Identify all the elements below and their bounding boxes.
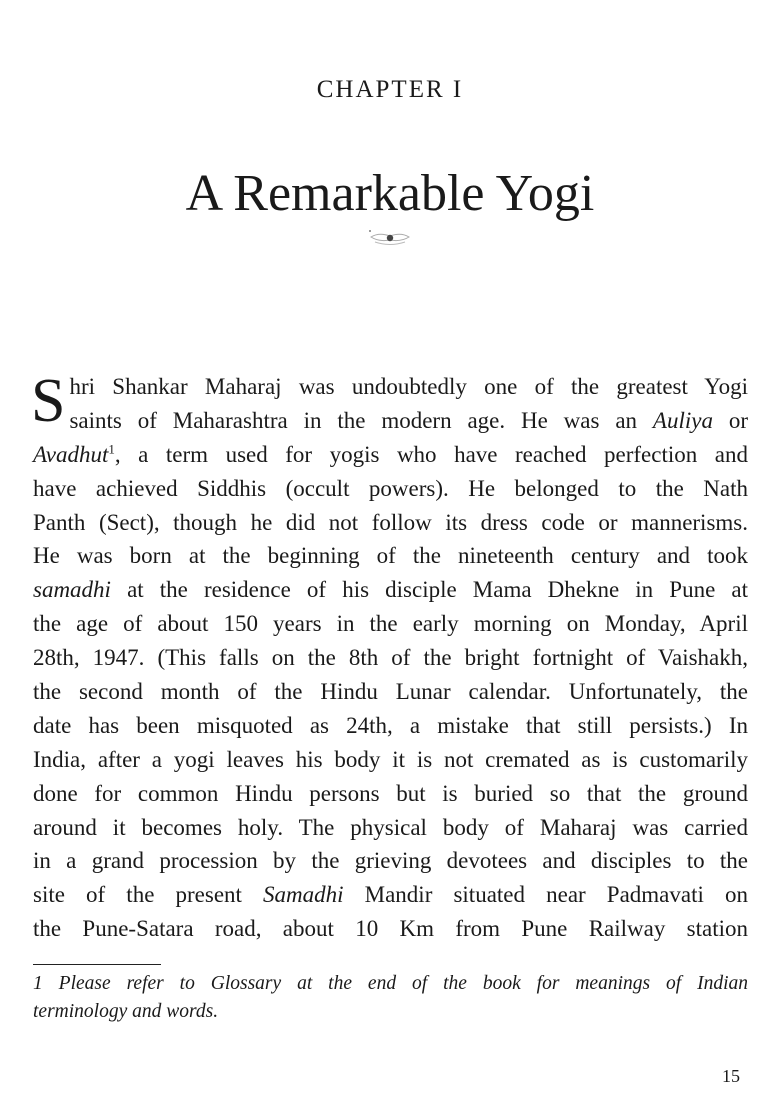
footnote-ref: 1 (108, 441, 115, 457)
text-segment: , a term used for yogis who have reached perfection and (114, 441, 748, 467)
footnote (33, 970, 748, 1026)
page-number: 15 (722, 1066, 740, 1086)
text-line (33, 472, 748, 506)
text-line (33, 438, 748, 472)
text-segment: done for common Hindu persons but is buried so that the ground (33, 780, 748, 806)
floral-ornament-icon (367, 228, 413, 248)
text-segment: the second month of the Hindu Lunar calendar. Unfortunately, the (33, 679, 748, 705)
text-segment: at the residence of his disciple Mama Dhekne in Pune at (110, 577, 748, 603)
text-segment: saints of Maharashtra in the modern age. He was an (69, 407, 653, 433)
text-line (33, 506, 748, 540)
text-line (33, 844, 748, 878)
text-segment: have achieved Siddhis (occult powers). He belonged to the Nath (33, 475, 748, 501)
text-segment: hri Shankar Maharaj was undoubtedly one of the greatest Yogi (69, 374, 748, 399)
text-line (33, 404, 748, 438)
footnote-divider (33, 964, 161, 965)
text-line (33, 878, 748, 912)
text-line (33, 641, 748, 675)
text-line (33, 777, 748, 811)
text-segment: around it becomes holy. The physical body of Maharaj was carried (33, 814, 748, 840)
text-segment: He was born at the beginning of the nineteenth century and took (33, 543, 748, 569)
text-segment: Mandir situated near Padmavati on (343, 882, 748, 908)
text-segment: India, after a yogi leaves his body it is not cremated as is customarily (33, 746, 748, 772)
text-line (33, 709, 748, 743)
footnote-line: terminology and words. (33, 1001, 219, 1022)
text-line (33, 607, 748, 641)
chapter-title: A Remarkable Yogi (185, 165, 595, 222)
italic-term: samadhi (33, 577, 111, 603)
italic-term: Auliya (652, 407, 713, 433)
text-segment: 28th, 1947. (This falls on the 8th of the bright fortnight of Vaishakh, (33, 645, 748, 671)
text-line (33, 573, 748, 607)
text-segment: in a grand procession by the grieving devotees and disciples to the (33, 848, 748, 874)
chapter-label: CHAPTER I (316, 76, 464, 103)
text-line (33, 539, 748, 573)
text-segment: the Pune-Satara road, about 10 Km from Pune Railway station (33, 916, 748, 942)
text-line (33, 811, 748, 845)
drop-cap: S (31, 367, 66, 435)
text-line (33, 912, 748, 946)
body-text (31, 367, 749, 946)
italic-term: Samadhi (263, 882, 344, 908)
text-segment: site of the present (33, 882, 264, 908)
text-line (33, 370, 748, 404)
text-segment: date has been misquoted as 24th, a mistake that still persists.) In (33, 712, 748, 738)
italic-term: Avadhut (33, 441, 109, 467)
text-segment: or (712, 407, 749, 433)
footnote-line: 1 Please refer to Glossary at the end of the book for meanings of Indian (33, 973, 748, 994)
text-segment: the age of about 150 years in the early morning on Monday, April (33, 611, 748, 637)
text-line (33, 743, 748, 777)
text-segment: Panth (Sect), though he did not follow its dress code or mannerisms. (33, 509, 748, 535)
text-line (33, 675, 748, 709)
